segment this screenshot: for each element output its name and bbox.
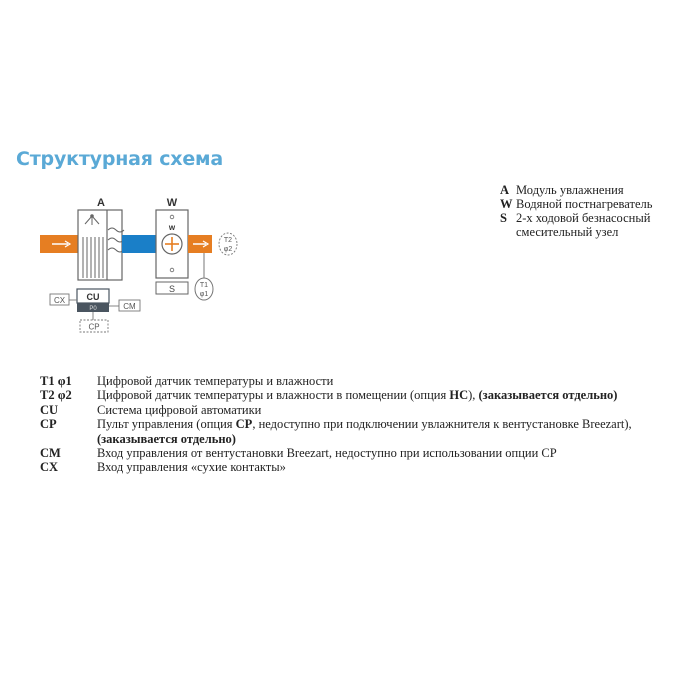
svg-text:P0: P0 [89, 306, 97, 312]
svg-text:φ1: φ1 [199, 291, 209, 298]
legend-item-t1: T1 φ1 Цифровой датчик температуры и влажности [40, 374, 334, 388]
legend-item-cp: CP Пульт управления (опция CP, недоступно при подключении увлажнителя к вентустановке Breezart), (заказывается отдельно) [40, 417, 632, 446]
legend-item-cu: CU Система цифровой автоматики [40, 402, 262, 417]
svg-text:W: W [166, 197, 178, 209]
legend-item-s: S 2-х ходовой безнасосный [500, 211, 651, 225]
svg-text:CX: CX [53, 296, 66, 305]
legend-item-a: A Модуль увлажнения [500, 183, 624, 197]
svg-text:CU: CU [86, 292, 100, 302]
legend-components [500, 183, 652, 239]
humidified-air-duct [122, 235, 160, 253]
page-title: Структурная схема [16, 148, 223, 170]
outlet-air-duct [188, 235, 212, 253]
humidifier-module-a [78, 197, 124, 280]
input-cx [50, 294, 77, 305]
control-unit-cu [77, 289, 109, 312]
legend-item-cx: CX Вход управления «сухие контакты» [40, 460, 286, 475]
legend-item-w: W Водяной постнагреватель [500, 197, 653, 211]
sensor-t2 [219, 233, 237, 255]
svg-text:CM: CM [123, 302, 136, 311]
svg-text:T1: T1 [199, 282, 209, 289]
inlet-air-duct [40, 235, 78, 253]
legend-abbreviations [40, 374, 700, 475]
svg-text:φ2: φ2 [223, 246, 233, 253]
control-panel-cp [80, 312, 108, 332]
water-heater-w [156, 197, 188, 294]
svg-text:CP: CP [88, 322, 100, 332]
svg-text:S: S [168, 284, 176, 294]
legend-item-t2: T2 φ2 Цифровой датчик температуры и влажности в помещении (опция HC), (заказывается отдельно) [40, 388, 618, 403]
input-cm [109, 300, 140, 311]
label-a: A [97, 197, 105, 209]
legend-item-cm: CM Вход управления от вентустановки Breezart, недоступно при использовании опции CP [40, 446, 557, 461]
svg-text:T2: T2 [223, 237, 233, 244]
legend-item-s-cont: смесительный узел [516, 225, 619, 239]
svg-text:w: w [168, 223, 176, 232]
structural-diagram [40, 190, 260, 340]
sensor-t1 [195, 253, 213, 300]
